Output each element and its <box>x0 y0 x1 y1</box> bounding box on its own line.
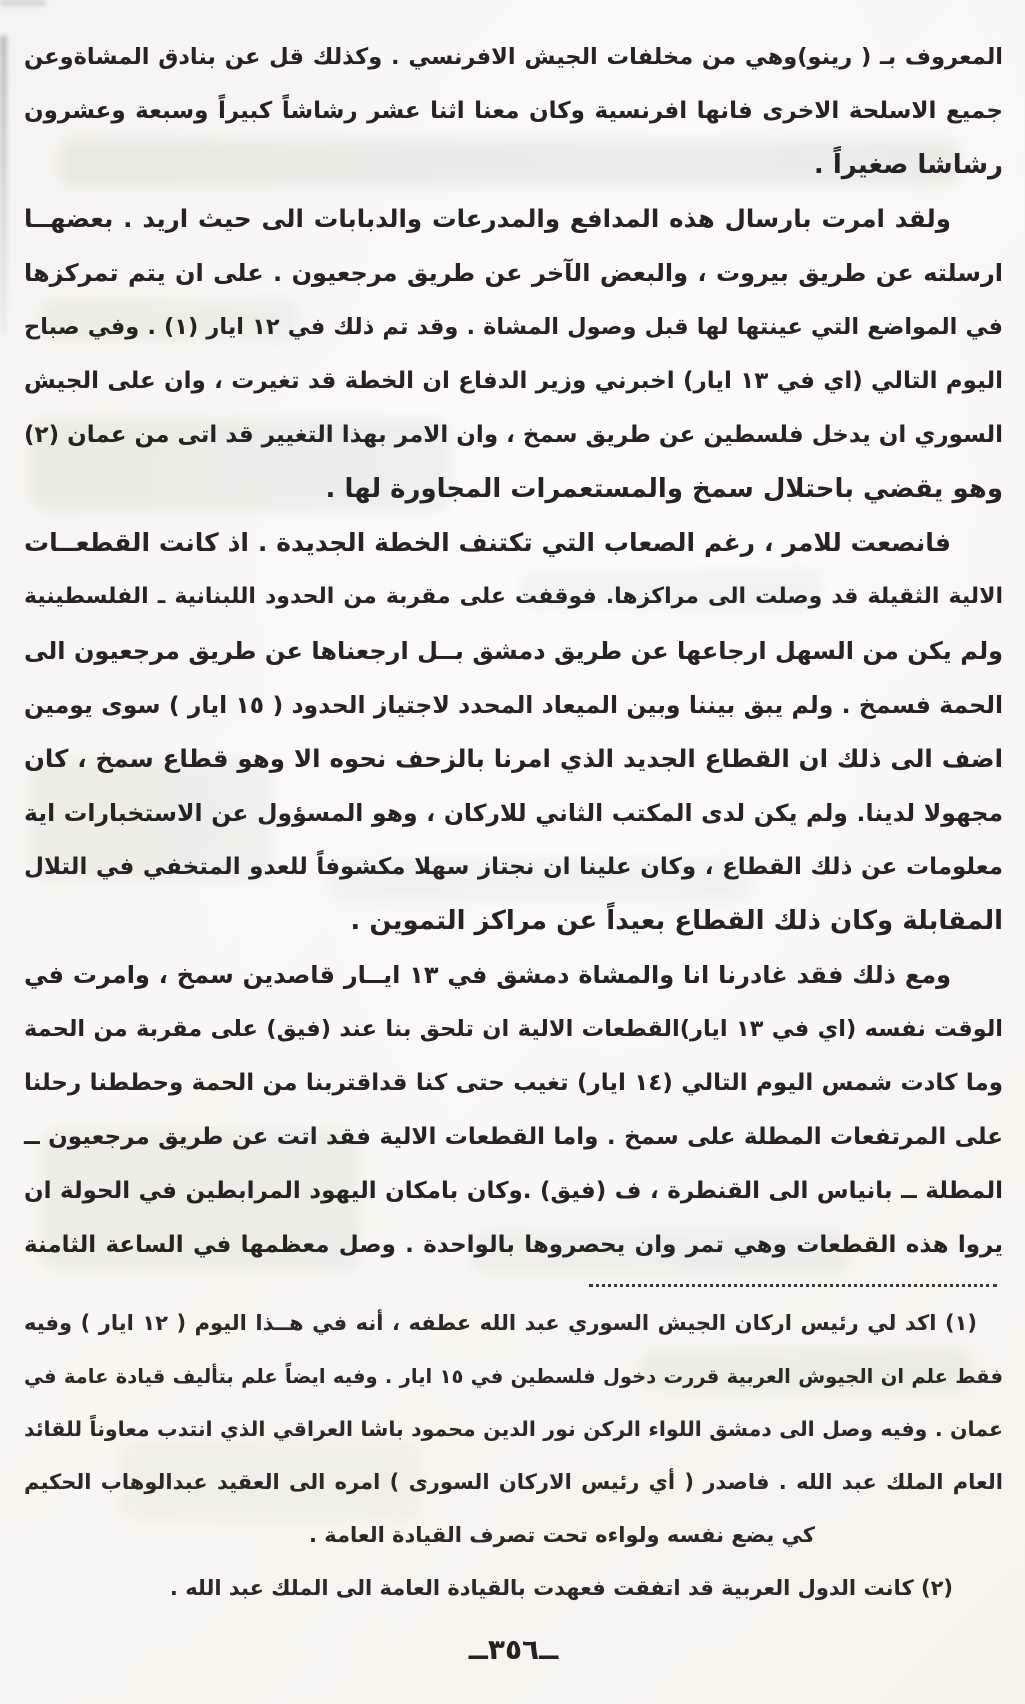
text-line: معلومات عن ذلك القطاع ، وكان علينا ان نجتاز سهلا مكشوفاً للعدو المتخفي في التلال <box>24 854 1003 880</box>
paragraph <box>24 948 1003 1272</box>
text-line: اضف الى ذلك ان القطاع الجديد الذي امرنا بالزحف نحوه الا وهو قطاع سمخ ، كان <box>24 744 1003 773</box>
text-line: ولم يكن من السهل ارجاعها عن طريق دمشق بــل ارجعناها عن طريق مرجعيون الى <box>24 637 1003 665</box>
footnote <box>24 1297 1003 1562</box>
footnotes <box>24 1297 1003 1615</box>
scan-edge-artifact <box>0 36 7 336</box>
footnote <box>24 1562 1003 1615</box>
text-line: على المرتفعات المطلة على سمخ . واما القطعات الالية فقد اتت عن طريق مرجعيون ــ <box>24 1124 1003 1150</box>
text-line: رشاشا صغيراً . <box>813 150 1003 180</box>
footnote-line: عمان . وفيه وصل الى دمشق اللواء الركن نور الدين محمود باشا العراقي الذي انتدب معاوناً للقائد <box>24 1417 1003 1441</box>
text-line: وما كادت شمس اليوم التالي (١٤ ايار) تغيب حتى كنا قداقتربنا من الحمة وحططنا رحلنا <box>24 1070 1003 1096</box>
paragraph <box>24 192 1003 516</box>
page-number: ــ٣٥٦ــ <box>468 1633 559 1666</box>
footnote-line: كي يضع نفسه ولواءه تحت تصرف القيادة العامة . <box>308 1523 815 1547</box>
footnote-line: (٢) كانت الدول العربية قد اتفقت فعهدت بالقيادة العامة الى الملك عبد الله . <box>169 1576 953 1600</box>
footnote-line: العام الملك عبد الله . فاصدر ( أي رئيس الاركان السورى ) امره الى العقيد عبدالوهاب الحكيم <box>24 1470 1003 1494</box>
body-text <box>24 30 1003 1272</box>
text-line: الحمة فسمخ . ولم يبق بيننا وبين الميعاد المحدد لاجتياز الحدود ( ١٥ ايار ) سوى يومين <box>24 691 1003 719</box>
text-line: ولقد امرت بارسال هذه المدافع والمدرعات والدبابات الى حيث اريد . بعضهــا <box>24 204 951 233</box>
text-line: المعروف بـ ( رينو)وهي من مخلفات الجيش الافرنسي . وكذلك قل عن بنادق المشاةوعن <box>24 44 1003 70</box>
text-line: وهو يقضي باحتلال سمخ والمستعمرات المجاورة لها . <box>325 474 1003 504</box>
text-line: اليوم التالي (اي في ١٣ ايار) اخبرني وزير الدفاع ان الخطة قد تغيرت ، وان على الجيش <box>24 368 1003 394</box>
text-line: المطلة ــ بانياس الى القنطرة ، ف (فيق) .وكان بامكان اليهود المرابطين في الحولة ان <box>24 1178 1003 1204</box>
text-line: ارسلته عن طريق بيروت ، والبعض الآخر عن طريق مرجعيون . على ان يتم تمركزها <box>24 259 1003 287</box>
text-line: يروا هذه القطعات وهي تمر وان يحصروها بالواحدة . وصل معظمها في الساعة الثامنة <box>24 1232 1003 1258</box>
footnote-line: (١) اكد لي رئيس اركان الجيش السوري عبد الله عطفه ، أنه في هــذا اليوم ( ١٢ ايار ) وفيه <box>24 1311 977 1335</box>
text-line: مجهولا لدينا. ولم يكن لدى المكتب الثاني للاركان ، وهو المسؤول عن الاستخبارات اية <box>24 799 1003 827</box>
text-line: ومع ذلك فقد غادرنا انا والمشاة دمشق في ١٣ ايــار قاصدين سمخ ، وامرت في <box>24 961 951 989</box>
footnote-line: فقط علم ان الجيوش العربية قررت دخول فلسطين في ١٥ ايار . وفيه ايضاً علم بتأليف قيادة عامة في <box>24 1365 1003 1388</box>
text-line: السوري ان يدخل فلسطين عن طريق سمخ ، وان الامر بهذا التغيير قد اتى من عمان (٢) <box>24 422 1003 448</box>
paragraph <box>24 516 1003 948</box>
scan-edge-artifact <box>0 0 46 6</box>
text-line: الالية الثقيلة قد وصلت الى مراكزها. فوقفت على مقربة من الحدود اللبنانية ـ الفلسطينية <box>24 584 1003 609</box>
text-line: في المواضع التي عينتها لها قبل وصول المشاة . وقد تم ذلك في ١٢ ايار (١) . وفي صباح <box>24 314 1004 340</box>
text-line: المقابلة وكان ذلك القطاع بعيداً عن مراكز التموين . <box>350 906 1003 936</box>
text-line: الوقت نفسه (اي في ١٣ ايار)القطعات الالية ان تلحق بنا عند (فيق) على مقربة من الحمة <box>24 1016 1003 1042</box>
text-line: جميع الاسلحة الاخرى فانها افرنسية وكان معنا اثنا عشر رشاشاً كبيراً وسبعة وعشرون <box>24 98 1003 124</box>
text-line: فانصعت للامر ، رغم الصعاب التي تكتنف الخطة الجديدة . اذ كانت القطعــات <box>24 528 951 557</box>
footnote-separator-rule <box>589 1284 997 1287</box>
paragraph <box>24 30 1003 192</box>
